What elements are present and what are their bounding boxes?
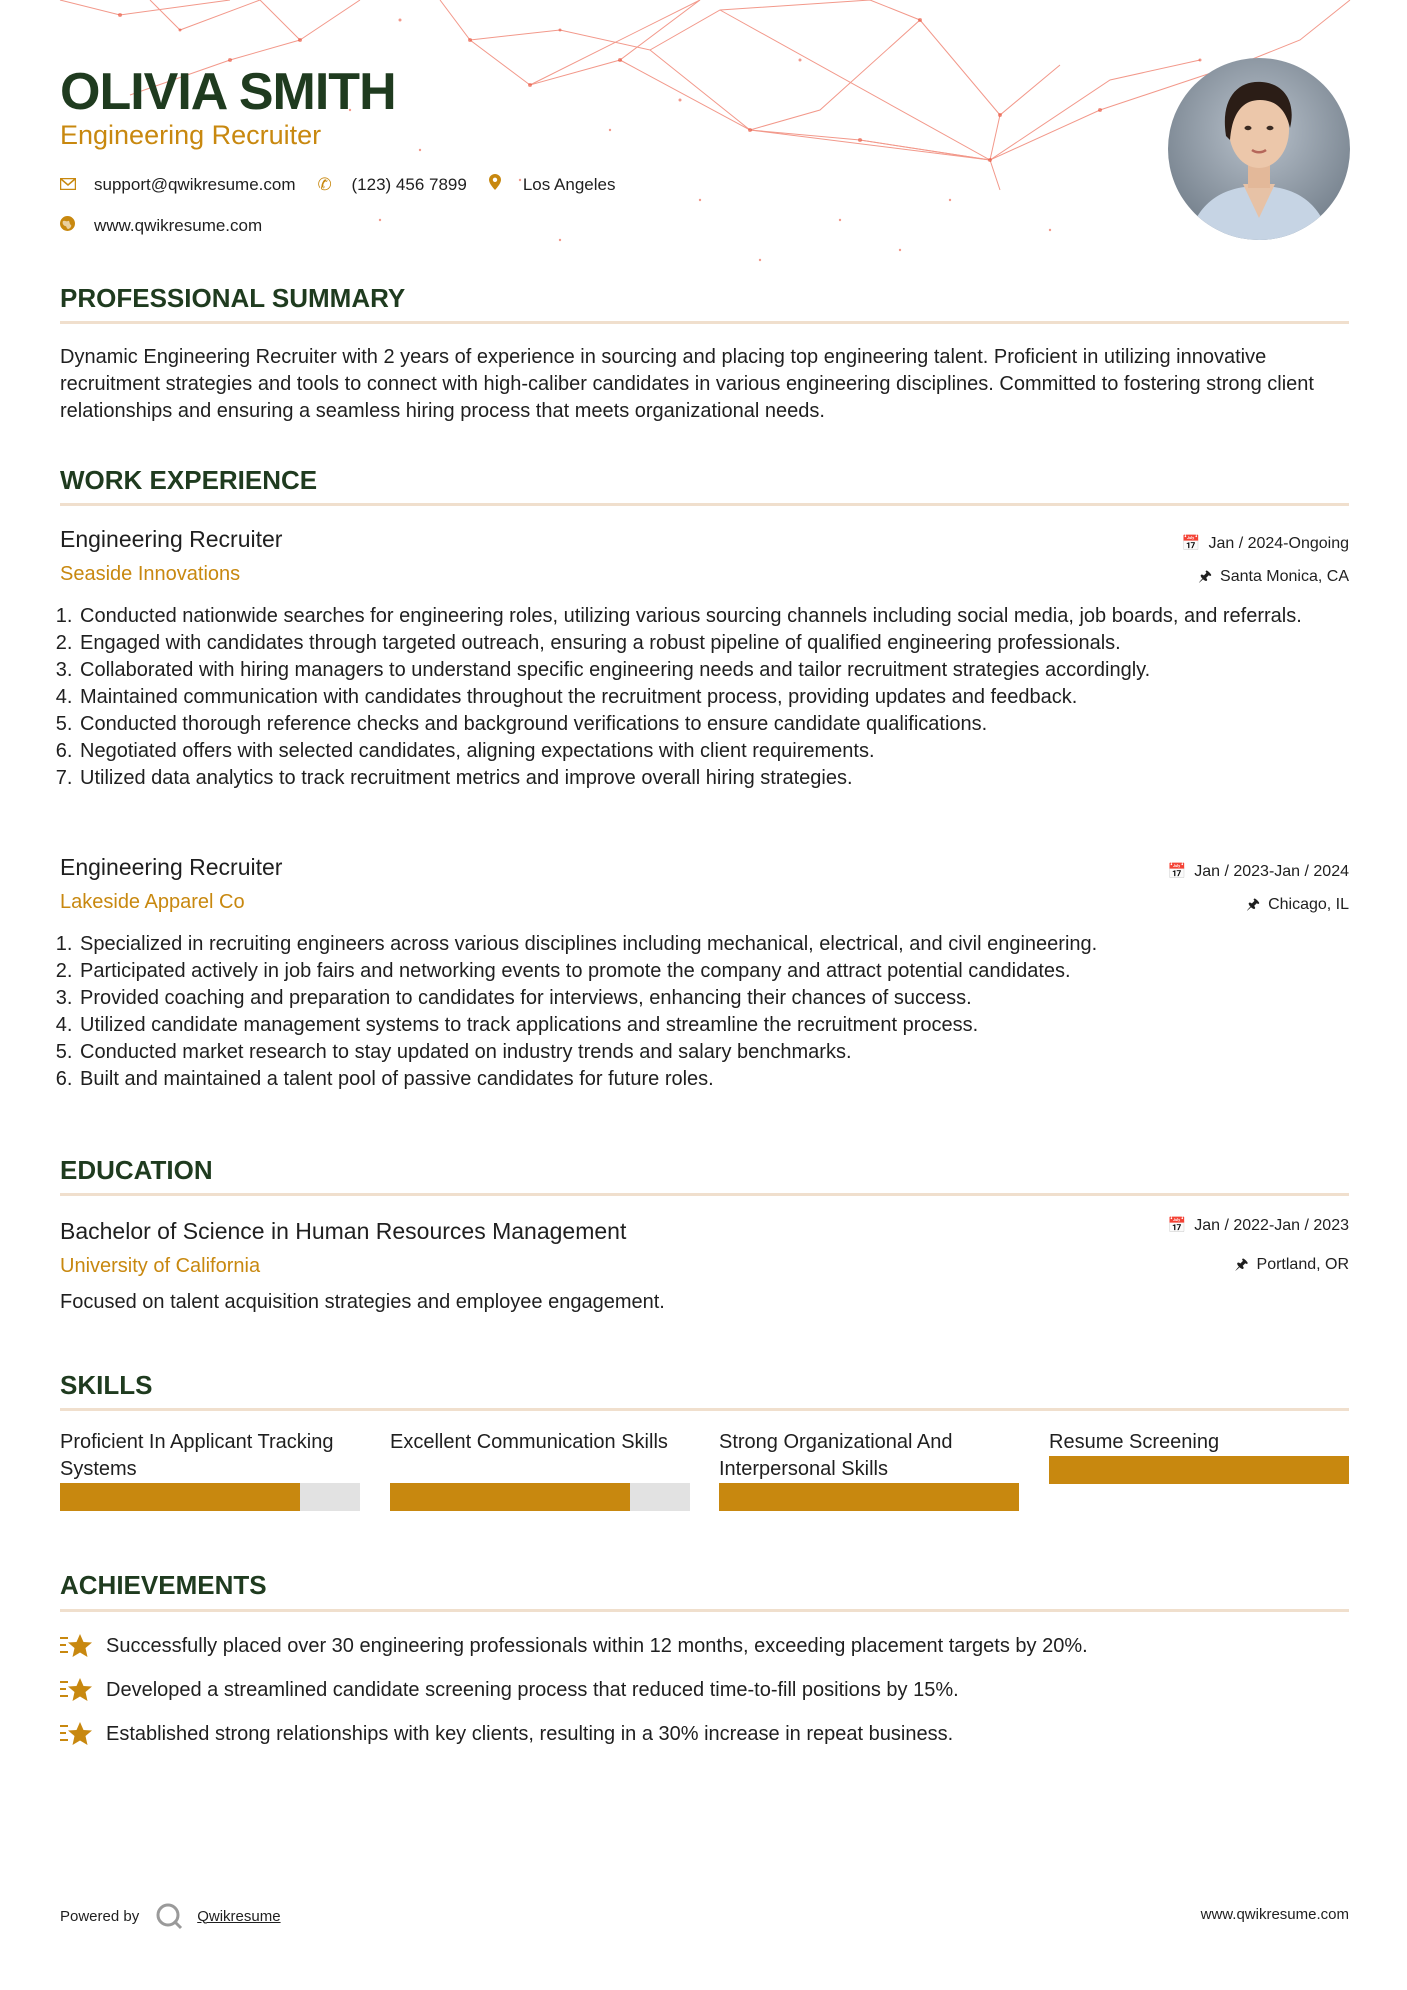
candidate-role: Engineering Recruiter <box>60 120 322 150</box>
skill-4 <box>1049 1429 1349 1484</box>
location-text: Los Angeles <box>522 174 616 194</box>
list-item: 2. Participated actively in job fairs and networking events to promote the company and attract potential candidates. <box>78 958 1338 985</box>
list-item: 4. Maintained communication with candidates throughout the recruitment process, providing updates and feedback. <box>78 684 1338 711</box>
job-1-location <box>1198 566 1349 591</box>
skill-4-fill <box>1049 1456 1349 1484</box>
list-item: 3. Collaborated with hiring managers to understand specific engineering needs and tailor recruitment strategies accordingly. <box>78 657 1338 684</box>
job-1-title: Engineering Recruiter <box>60 526 283 552</box>
education-divider <box>60 1193 1349 1196</box>
job-2-dates-text: Jan / 2023-Jan / 2024 <box>1194 863 1349 880</box>
job-2-company: Lakeside Apparel Co <box>60 891 245 913</box>
job-1-dates-text: Jan / 2024-Ongoing <box>1208 535 1349 552</box>
achievement-1 <box>60 1632 1088 1660</box>
website-text: www.qwikresume.com <box>94 216 263 235</box>
summary-divider <box>60 321 1349 324</box>
skill-2-fill <box>390 1483 630 1511</box>
achievements-divider <box>60 1609 1349 1612</box>
skill-4-label: Resume Screening <box>1049 1431 1220 1453</box>
skill-1-bar <box>60 1483 360 1511</box>
contact-row-2 <box>60 216 284 236</box>
contact-location <box>489 174 616 195</box>
job-1-bullets <box>60 603 1338 792</box>
education-location <box>1235 1254 1349 1279</box>
calendar-icon: 📅 <box>1167 1217 1187 1234</box>
phone-icon: ✆ <box>317 174 332 194</box>
education-dates-text: Jan / 2022-Jan / 2023 <box>1194 1217 1349 1234</box>
job-2-bullets <box>60 931 1338 1093</box>
list-item: 6. Negotiated offers with selected candidates, aligning expectations with client requirements. <box>78 738 1338 765</box>
contact-row-1 <box>60 174 637 195</box>
phone-text: (123) 456 7899 <box>351 174 467 194</box>
education-description: Focused on talent acquisition strategies and employee engagement. <box>60 1291 665 1313</box>
list-item: 4. Utilized candidate management systems to track applications and streamline the recruitment process. <box>78 1012 1338 1039</box>
summary-heading: PROFESSIONAL SUMMARY <box>60 283 406 313</box>
job-2-title: Engineering Recruiter <box>60 854 283 880</box>
list-item: 6. Built and maintained a talent pool of passive candidates for future roles. <box>78 1066 1338 1093</box>
profile-photo <box>1168 58 1350 240</box>
achievements-heading: ACHIEVEMENTS <box>60 1570 267 1600</box>
skill-2 <box>390 1429 690 1511</box>
powered-by-label: Powered by <box>60 1907 140 1925</box>
list-item: 1. Conducted nationwide searches for engineering roles, utilizing various sourcing channels including social media, job boards, and referrals. <box>78 603 1338 630</box>
envelope-icon <box>60 175 94 195</box>
skill-4-bar <box>1049 1456 1349 1484</box>
pushpin-icon: 🖈 <box>1234 1256 1249 1273</box>
skill-3-label: Strong Organizational And Interpersonal Skills <box>719 1431 953 1480</box>
skill-3-fill <box>719 1483 1019 1511</box>
skill-3-bar <box>719 1483 1019 1511</box>
map-pin-icon <box>489 174 523 195</box>
contact-email[interactable] <box>60 175 296 195</box>
email-text: support@qwikresume.com <box>94 174 296 194</box>
footer-powered-by <box>60 1902 281 1930</box>
education-heading: EDUCATION <box>60 1155 213 1185</box>
achievement-3-text: Established strong relationships with key clients, resulting in a 30% increase in repeat business. <box>106 1722 954 1745</box>
skill-3 <box>719 1429 1019 1511</box>
candidate-name: OLIVIA SMITH <box>60 63 396 121</box>
list-item: 5. Conducted market research to stay updated on industry trends and salary benchmarks. <box>78 1039 1338 1066</box>
job-1-company: Seaside Innovations <box>60 563 241 585</box>
skills-heading: SKILLS <box>60 1370 153 1400</box>
achievement-3 <box>60 1720 953 1748</box>
list-item: 5. Conducted thorough reference checks and background verifications to ensure candidate qualifications. <box>78 711 1338 738</box>
globe-icon <box>60 216 94 236</box>
calendar-icon: 📅 <box>1167 863 1187 880</box>
job-1-dates <box>1182 534 1349 553</box>
education-location-text: Portland, OR <box>1256 1256 1349 1273</box>
achievement-1-text: Successfully placed over 30 engineering professionals within 12 months, exceeding placement targets by 20%. <box>106 1634 1088 1657</box>
star-badge-icon <box>60 1676 94 1704</box>
star-badge-icon <box>60 1720 94 1748</box>
skill-1-label: Proficient In Applicant Tracking Systems <box>60 1431 334 1480</box>
skill-2-label: Excellent Communication Skills <box>390 1431 668 1453</box>
list-item: 3. Provided coaching and preparation to candidates for interviews, enhancing their chances of success. <box>78 985 1338 1012</box>
experience-divider <box>60 503 1349 506</box>
list-item: 1. Specialized in recruiting engineers across various disciplines including mechanical, electrical, and civil engineering. <box>78 931 1338 958</box>
skill-2-bar <box>390 1483 690 1511</box>
experience-heading: WORK EXPERIENCE <box>60 465 318 495</box>
contact-website[interactable] <box>60 216 262 236</box>
skills-divider <box>60 1408 1349 1411</box>
job-1-location-text: Santa Monica, CA <box>1220 568 1349 585</box>
job-2-location-text: Chicago, IL <box>1268 896 1349 913</box>
education-school: University of California <box>60 1255 261 1277</box>
star-badge-icon <box>60 1632 94 1660</box>
education-degree: Bachelor of Science in Human Resources Management <box>60 1218 627 1244</box>
footer-website[interactable]: www.qwikresume.com <box>1200 1906 1349 1923</box>
qwikresume-link[interactable]: Qwikresume <box>197 1907 281 1925</box>
calendar-icon: 📅 <box>1181 535 1201 552</box>
list-item: 7. Utilized data analytics to track recruitment metrics and improve overall hiring strategies. <box>78 765 1338 792</box>
list-item: 2. Engaged with candidates through targeted outreach, ensuring a robust pipeline of qualified engineering professionals. <box>78 630 1338 657</box>
achievement-2-text: Developed a streamlined candidate screening process that reduced time-to-fill positions by 15%. <box>106 1678 959 1701</box>
pushpin-icon: 🖈 <box>1198 568 1213 585</box>
contact-phone[interactable] <box>318 175 467 195</box>
qwikresume-logo-icon <box>155 1902 183 1930</box>
job-2-dates <box>1168 862 1349 881</box>
achievement-2 <box>60 1676 959 1704</box>
skill-1 <box>60 1429 360 1511</box>
summary-text: Dynamic Engineering Recruiter with 2 years of experience in sourcing and placing top engineering talent. Proficient in utilizing innovative recruitment strategies and tools to connect with high-caliber candidates in various engineering disciplines. Committed to fostering strong client relationships and ensuring a seamless hiring process that meets organizational needs. <box>60 346 1314 422</box>
education-dates <box>1168 1216 1349 1235</box>
job-2-location <box>1246 894 1349 919</box>
pushpin-icon: 🖈 <box>1246 896 1261 913</box>
skill-1-fill <box>60 1483 300 1511</box>
